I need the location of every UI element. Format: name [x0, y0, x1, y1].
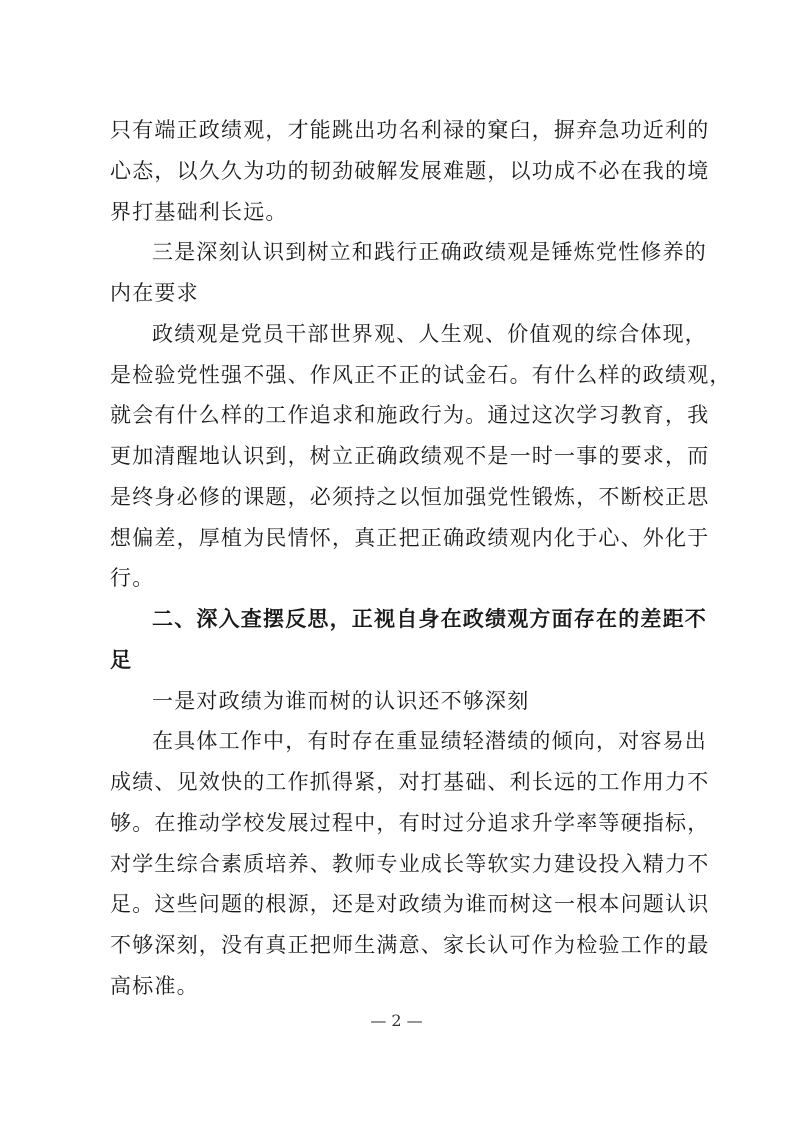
subheading: 一是对政绩为谁而树的认识还不够深刻 — [152, 689, 530, 713]
text-line: 心态，以久久为功的韧劲破解发展难题，以功成不必在我的境 — [110, 159, 710, 183]
text-line: 高标准。 — [110, 974, 199, 998]
text-line: 足。这些问题的根源，还是对政绩为谁而树这一根本问题认识 — [110, 892, 710, 916]
text-line: 对学生综合素质培养、教师专业成长等软实力建设投入精力不 — [110, 852, 710, 876]
section-heading: 二、深入查摆反思，正视自身在政绩观方面存在的差距不 — [152, 607, 707, 631]
page-number: — 2 — — [370, 1011, 423, 1030]
text-line: 只有端正政绩观，才能跳出功名利禄的窠臼，摒弃急功近利的 — [110, 118, 710, 142]
text-line: 是终身必修的课题，必须持之以恒加强党性锻炼，不断校正思 — [110, 485, 710, 509]
text-line: 够。在推动学校发展过程中，有时过分追求升学率等硬指标， — [110, 811, 710, 835]
text-line: 在具体工作中，有时存在重显绩轻潜绩的倾向，对容易出 — [152, 729, 707, 753]
text-line: 成绩、见效快的工作抓得紧，对打基础、利长远的工作用力不 — [110, 770, 710, 794]
text-line: 界打基础利长远。 — [110, 200, 288, 224]
text-line: 政绩观是党员干部世界观、人生观、价值观的综合体现， — [152, 322, 707, 346]
section-heading: 足 — [110, 648, 133, 672]
text-line: 想偏差，厚植为民情怀，真正把正确政绩观内化于心、外化于 — [110, 526, 710, 550]
text-line: 是检验党性强不强、作风正不正的试金石。有什么样的政绩观， — [110, 363, 732, 387]
text-line: 行。 — [110, 566, 155, 590]
text-line: 三是深刻认识到树立和践行正确政绩观是锤炼党性修养的 — [152, 240, 707, 264]
text-line: 就会有什么样的工作追求和施政行为。通过这次学习教育，我 — [110, 403, 710, 427]
text-line: 不够深刻，没有真正把师生满意、家长认可作为检验工作的最 — [110, 933, 710, 957]
text-line: 更加清醒地认识到，树立正确政绩观不是一时一事的要求，而 — [110, 444, 710, 468]
text-line: 内在要求 — [110, 281, 199, 305]
